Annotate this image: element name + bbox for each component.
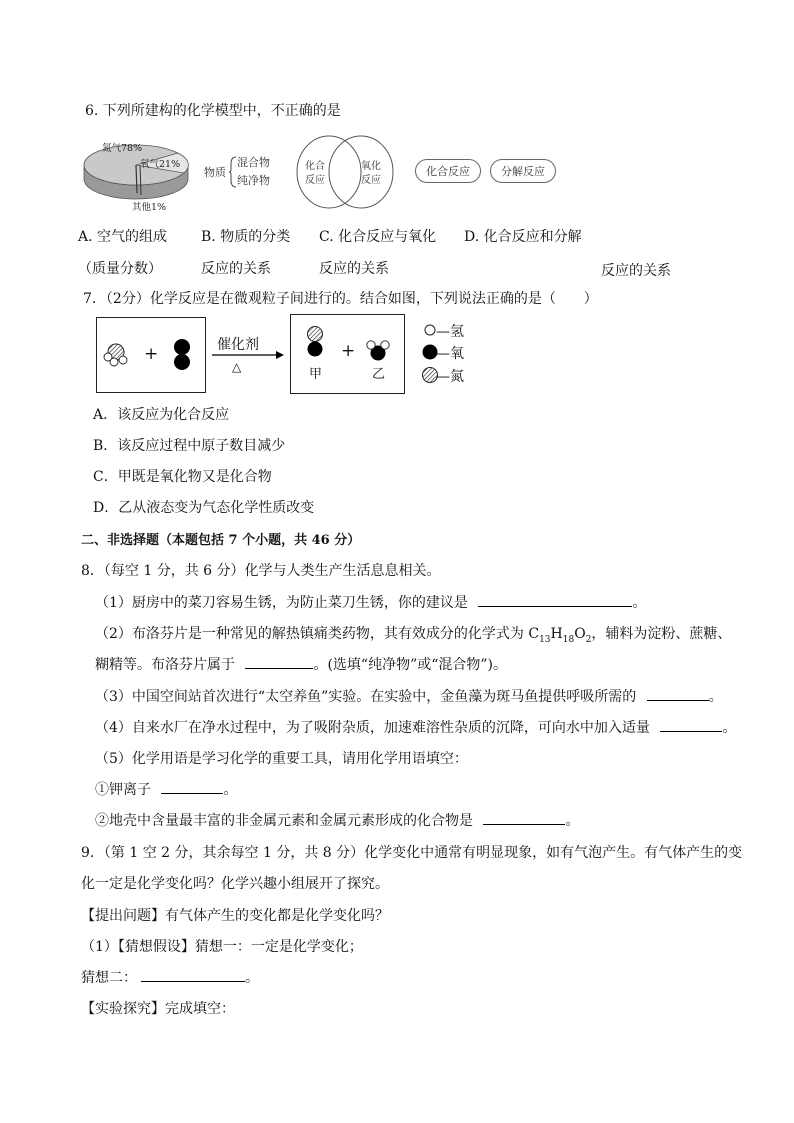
products-box bbox=[290, 314, 405, 394]
q8-part3 bbox=[95, 686, 723, 706]
q6-option-a: A. 空气的组成 bbox=[78, 229, 168, 245]
q8-part1-text: （1）厨房中的菜刀容易生锈，为防止菜刀生锈，你的建议是 bbox=[95, 595, 468, 611]
q8-sub1-text: ①钾离子 bbox=[95, 782, 151, 798]
q8-part2-end: 。(选填“纯净物”或“混合物”)。 bbox=[313, 657, 508, 673]
atom-legend bbox=[420, 320, 480, 390]
q9-stem-line2: 化一定是化学变化吗？化学兴趣小组展开了探究。 bbox=[81, 876, 389, 892]
class-root: 物质 bbox=[204, 166, 226, 179]
q8-formula-sub1: 13 bbox=[539, 634, 551, 645]
catalyst-label: 催化剂 bbox=[217, 337, 259, 353]
q9-question: 【提出问题】有气体产生的变化都是化学变化吗？ bbox=[81, 908, 389, 924]
hydrogen-atom-icon bbox=[425, 325, 435, 335]
air-composition-pie bbox=[80, 133, 190, 215]
q8-sub2 bbox=[95, 810, 579, 830]
q7-option-a: A．该反应为化合反应 bbox=[93, 407, 230, 423]
q9-hyp2-text: 猜想二： bbox=[81, 970, 137, 986]
venn-right-line1: 氧化 bbox=[361, 161, 381, 172]
reactants-box bbox=[96, 317, 206, 393]
q8-part4-blank[interactable] bbox=[660, 719, 722, 732]
q8-part2-line2 bbox=[95, 654, 507, 674]
q7-stem: 7．（2分）化学反应是在微观粒子间进行的。结合如图，下列说法正确的是（ ） bbox=[83, 291, 598, 307]
q8-part4-text: （4）自来水厂在净水过程中，为了吸附杂质，加速难溶性杂质的沉降，可向水中加入适量 bbox=[95, 720, 650, 736]
q9-stem: 9．（第 1 空 2 分，其余每空 1 分，共 8 分）化学变化中通常有明显现象，如有气泡产生。有气体产生的变 bbox=[81, 845, 743, 861]
q8-sub2-text: ②地壳中含量最丰富的非金属元素和金属元素形成的化合物是 bbox=[95, 813, 473, 829]
q6-option-a-line2: （质量分数） bbox=[78, 261, 162, 277]
q7-option-c: C．甲既是氧化物又是化合物 bbox=[93, 469, 272, 485]
legend-oxygen: —氧 bbox=[436, 346, 464, 362]
q8-sub2-blank[interactable] bbox=[483, 812, 565, 825]
q8-part2-blank[interactable] bbox=[245, 656, 313, 669]
q6-option-c-line2: 反应的关系 bbox=[319, 261, 389, 277]
oval-combination-reaction: 化合反应 bbox=[415, 159, 481, 183]
q7-option-d: D．乙从液态变为气态化学性质改变 bbox=[93, 500, 315, 516]
q6-option-d: D. 化合反应和分解 bbox=[464, 229, 582, 245]
legend-nitrogen: —氮 bbox=[436, 369, 464, 385]
q8-part2-text-a: （2）布洛芬片是一种常见的解热镇痛类药物，其有效成分的化学式为 C bbox=[95, 626, 540, 642]
q8-part1-end: 。 bbox=[632, 595, 647, 611]
venn-left-line1: 化合 bbox=[305, 161, 325, 172]
q8-formula-o: O bbox=[574, 626, 586, 642]
q8-part1 bbox=[95, 592, 646, 612]
q8-part3-text: （3）中国空间站首次进行“太空养鱼”实验。在实验中，金鱼藻为斑马鱼提供呼吸所需的 bbox=[95, 689, 637, 705]
q6-option-d-line2: 反应的关系 bbox=[601, 263, 671, 279]
q8-part3-end: 。 bbox=[708, 689, 723, 705]
q6-option-b-line2: 反应的关系 bbox=[201, 261, 271, 277]
product-jia-label: 甲 bbox=[309, 367, 323, 382]
q8-part5: （5）化学用语是学习化学的重要工具，请用化学用语填空： bbox=[95, 751, 468, 767]
q9-hyp2-end: 。 bbox=[245, 970, 259, 986]
q7-option-b: B．该反应过程中原子数目减少 bbox=[93, 438, 286, 454]
venn-right-line2: 反应 bbox=[361, 175, 381, 186]
q8-stem: 8．（每空 1 分，共 6 分）化学与人类生产生活息息相关。 bbox=[81, 563, 441, 579]
q8-sub2-end: 。 bbox=[565, 813, 580, 829]
q9-hypothesis-2 bbox=[81, 967, 259, 987]
class-item-pure: 纯净物 bbox=[237, 174, 270, 187]
plus-sign-1: + bbox=[144, 344, 159, 364]
q9-explore: 【实验探究】完成填空： bbox=[81, 1001, 235, 1017]
plus-sign-2: + bbox=[341, 341, 356, 361]
q8-part2-line1 bbox=[95, 623, 731, 645]
q9-hypothesis-1: （1）【猜想假设】猜想一：一定是化学变化； bbox=[81, 939, 363, 955]
legend-hydrogen: —氢 bbox=[436, 324, 464, 340]
heat-symbol: △ bbox=[232, 360, 242, 374]
product-yi-label: 乙 bbox=[372, 367, 386, 382]
q8-sub1 bbox=[95, 779, 237, 799]
pie-label-nitrogen: 氮气78% bbox=[102, 143, 143, 154]
q8-part1-blank[interactable] bbox=[478, 594, 632, 607]
q8-sub1-blank[interactable] bbox=[161, 781, 223, 794]
q8-formula-sub3: 2 bbox=[585, 634, 592, 645]
q6-option-b: B. 物质的分类 bbox=[201, 229, 291, 245]
q6-option-c: C. 化合反应与氧化 bbox=[319, 229, 437, 245]
q6-stem: 6. 下列所建构的化学模型中，不正确的是 bbox=[85, 103, 341, 119]
reaction-arrow bbox=[210, 330, 285, 380]
q8-part4 bbox=[95, 717, 736, 737]
q9-hyp2-blank[interactable] bbox=[141, 969, 245, 982]
q8-sub1-end: 。 bbox=[223, 782, 238, 798]
q8-part2-text-b: ，辅料为淀粉、蔗糖、 bbox=[591, 626, 732, 642]
venn-diagram bbox=[295, 133, 395, 211]
q8-part2-text-c: 糊精等。布洛芬片属于 bbox=[95, 657, 235, 673]
substance-classification bbox=[204, 154, 284, 190]
q8-part4-end: 。 bbox=[722, 720, 737, 736]
section-title: 二、非选择题（本题包括 7 个小题，共 46 分） bbox=[81, 533, 361, 548]
q8-formula-h: H bbox=[550, 626, 563, 642]
class-item-mixture: 混合物 bbox=[237, 156, 270, 169]
q8-part3-blank[interactable] bbox=[647, 688, 709, 701]
venn-left-line2: 反应 bbox=[305, 175, 325, 186]
q8-formula-sub2: 18 bbox=[562, 634, 575, 645]
oval-decomposition-reaction: 分解反应 bbox=[490, 159, 556, 183]
pie-label-other: 其他1% bbox=[132, 202, 167, 213]
pie-label-oxygen: 氧气21% bbox=[140, 159, 181, 170]
